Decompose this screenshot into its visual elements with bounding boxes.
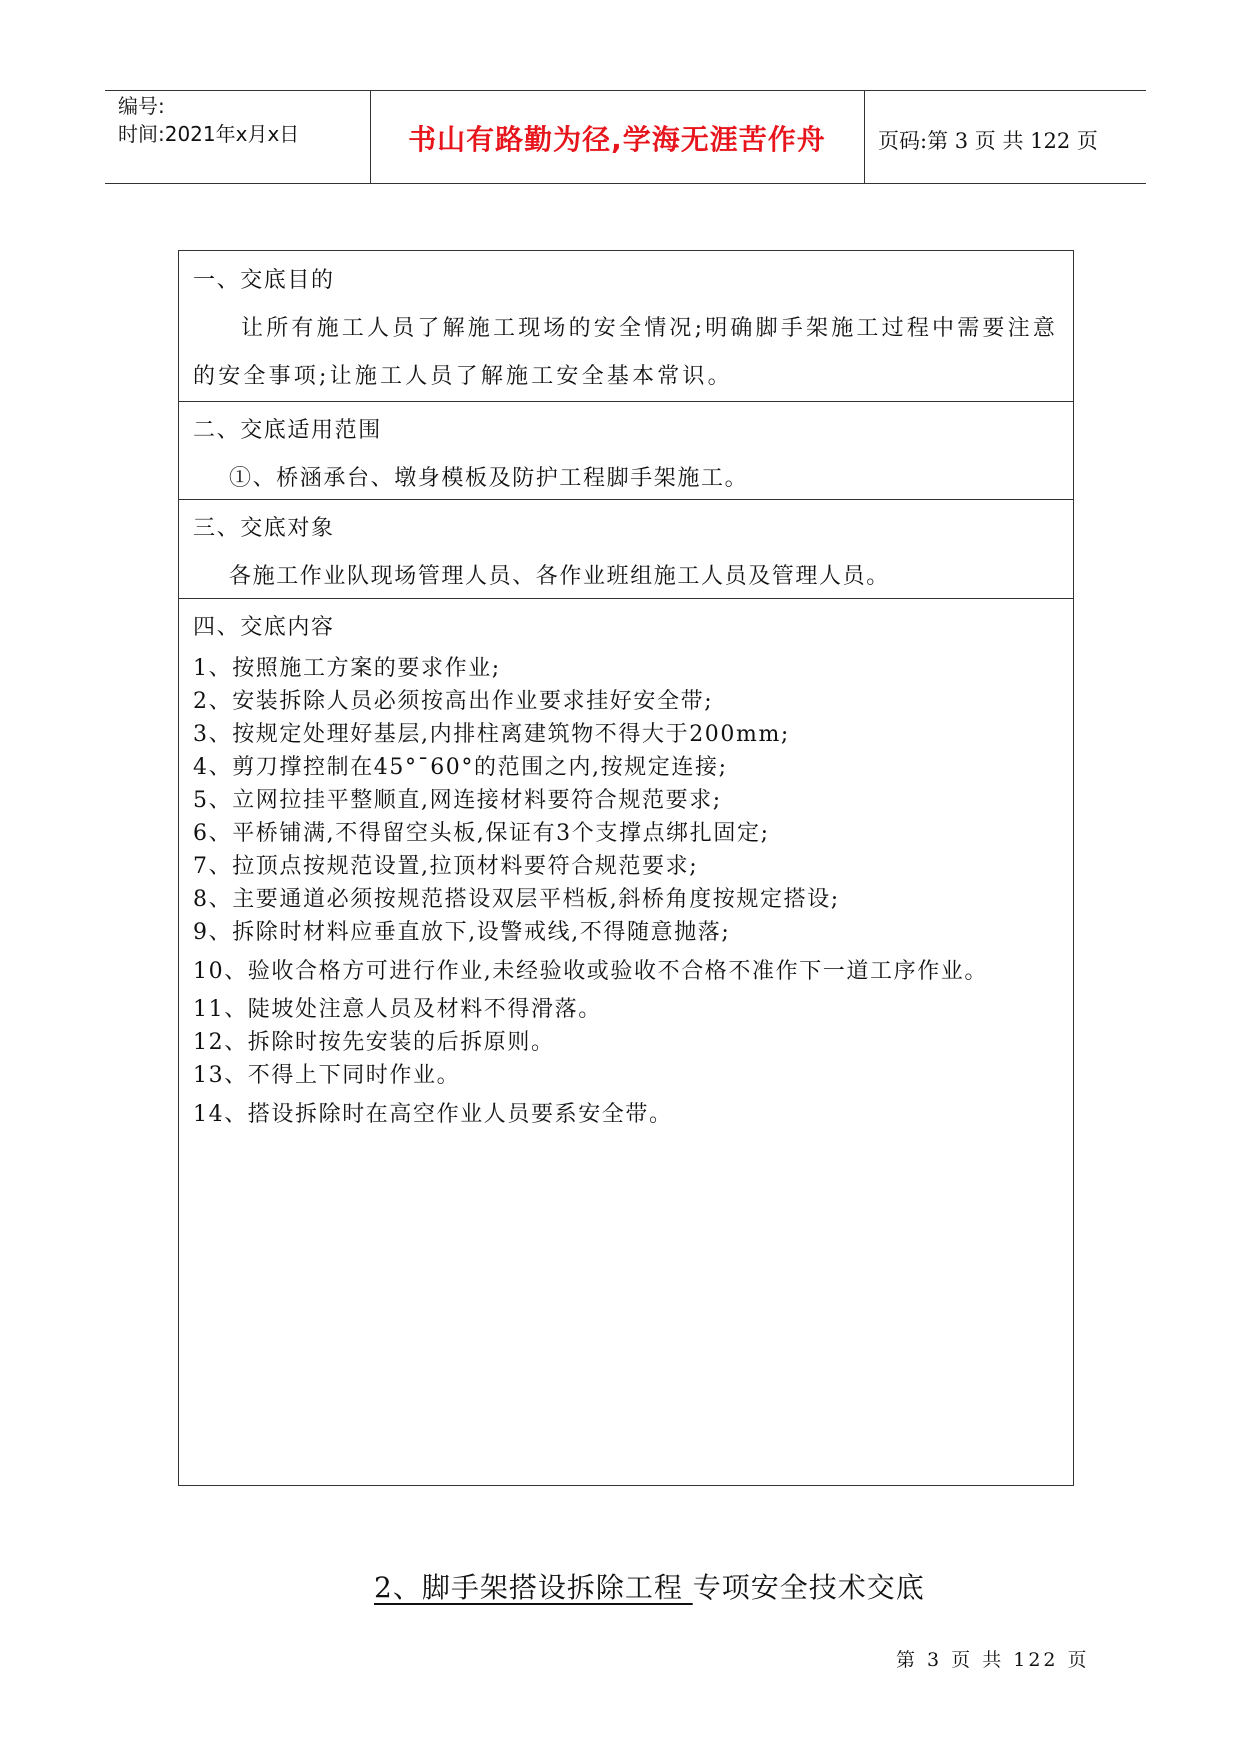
header-motto: 书山有路勤为径,学海无涯苦作舟 (408, 123, 826, 156)
row-divider (179, 598, 1073, 599)
list-item: 9、拆除时材料应垂直放下,设警戒线,不得随意抛落; (193, 920, 731, 945)
section-title: 一、交底目的 (193, 268, 335, 293)
header-top-rule (105, 90, 1146, 91)
header-bottom-rule (105, 183, 1146, 184)
list-item: 8、主要通道必须按规范搭设双层平档板,斜桥角度按规定搭设; (193, 887, 840, 912)
number-label: 编号: (118, 94, 165, 118)
list-item: 1、按照施工方案的要求作业; (193, 656, 501, 681)
list-item: 13、不得上下同时作业。 (193, 1063, 461, 1088)
header-divider (370, 90, 371, 183)
time-label: 时间:2021年x月x日 (118, 122, 300, 146)
list-item: 3、按规定处理好基层,内排柱离建筑物不得大于200mm; (193, 722, 790, 747)
section-text: 让所有施工人员了解施工现场的安全情况;明确脚手架施工过程中需要注意 (241, 316, 1059, 341)
header-page-info: 页码:第 3 页 共 122 页 (878, 129, 1098, 153)
disclosure-table (178, 250, 1074, 1486)
row-divider (179, 499, 1073, 500)
list-item: 10、验收合格方可进行作业,未经验收或验收不合格不准作下一道工序作业。 (193, 959, 988, 984)
row-divider (179, 401, 1073, 402)
document-title-underlined: 2、脚手架搭设拆除工程 (374, 1571, 693, 1604)
list-item: 2、安装拆除人员必须按高出作业要求挂好安全带; (193, 689, 714, 714)
document-title-rest: 专项安全技术交底 (692, 1571, 925, 1604)
list-item: 12、拆除时按先安装的后拆原则。 (193, 1030, 555, 1055)
section-title: 四、交底内容 (193, 615, 335, 640)
section-title: 三、交底对象 (193, 516, 335, 541)
page-footer: 第 3 页 共 122 页 (896, 1649, 1090, 1671)
section-title: 二、交底适用范围 (193, 418, 382, 443)
list-item: 6、平桥铺满,不得留空头板,保证有3个支撑点绑扎固定; (193, 821, 770, 846)
list-item: 7、拉顶点按规范设置,拉顶材料要符合规范要求; (193, 854, 699, 879)
list-item: 11、陡坡处注意人员及材料不得滑落。 (193, 997, 602, 1022)
section-text: 各施工作业队现场管理人员、各作业班组施工人员及管理人员。 (229, 564, 890, 589)
header-divider (864, 90, 865, 183)
list-item: 4、剪刀撑控制在45°¯60°的范围之内,按规定连接; (193, 755, 728, 780)
section-text: ①、桥涵承台、墩身模板及防护工程脚手架施工。 (229, 466, 749, 491)
header-meta (118, 92, 299, 148)
list-item: 5、立网拉挂平整顺直,网连接材料要符合规范要求; (193, 788, 722, 813)
list-item: 14、搭设拆除时在高空作业人员要系安全带。 (193, 1102, 673, 1127)
document-title (374, 1566, 925, 1606)
section-text: 的安全事项;让施工人员了解施工安全基本常识。 (193, 364, 733, 389)
